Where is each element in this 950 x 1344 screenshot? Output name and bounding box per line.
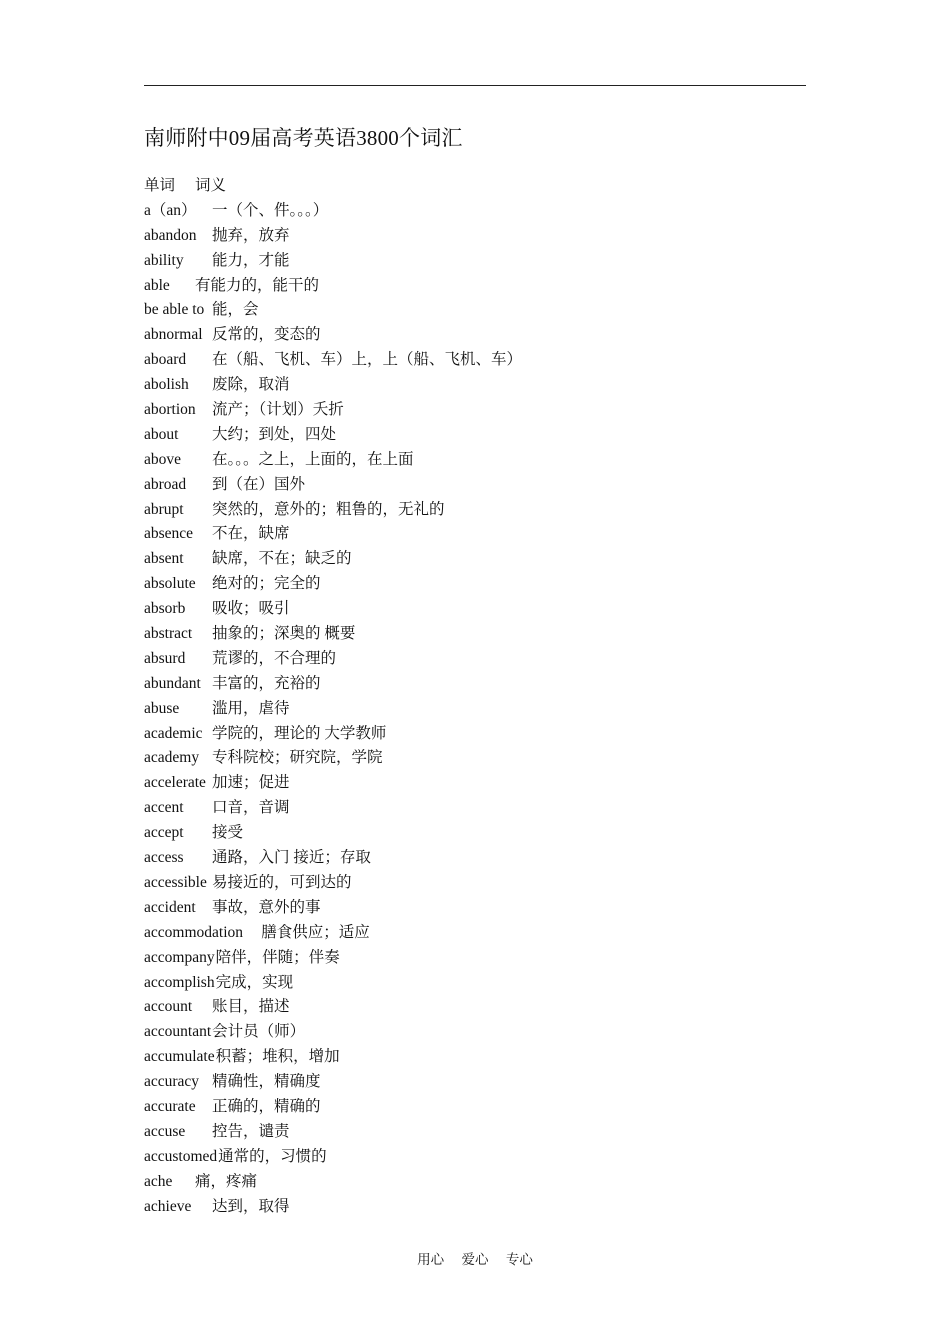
list-item xyxy=(144,597,290,622)
list-item xyxy=(144,896,321,921)
entry-meaning: 吸收；吸引 xyxy=(212,600,290,618)
page-title: 南师附中09届高考英语3800个词汇 xyxy=(144,126,463,150)
entry-meaning: 精确性，精确度 xyxy=(212,1073,321,1091)
entry-word: ability xyxy=(144,251,184,269)
list-item xyxy=(144,746,383,771)
entry-word: accumulate xyxy=(144,1048,215,1066)
entry-meaning: 正确的，精确的 xyxy=(212,1097,321,1115)
entry-word: abundant xyxy=(144,674,201,692)
entry-meaning: 能，会 xyxy=(212,301,259,319)
entry-meaning: 接受 xyxy=(212,824,244,842)
list-item xyxy=(144,946,340,971)
list-item xyxy=(144,348,523,373)
list-item xyxy=(144,323,321,348)
list-item xyxy=(144,697,290,722)
entry-meaning: 学院的，理论的 大学教师 xyxy=(212,724,387,742)
entry-word: ache xyxy=(144,1172,173,1190)
entry-meaning: 反常的，变态的 xyxy=(212,326,321,344)
entry-meaning: 丰富的，充裕的 xyxy=(212,674,321,692)
list-item xyxy=(144,373,290,398)
column-header-meaning: 词义 xyxy=(195,177,227,194)
entry-word: about xyxy=(144,425,179,443)
list-item xyxy=(144,722,387,747)
entry-meaning: 有能力的，能干的 xyxy=(195,276,320,294)
list-item xyxy=(144,971,294,996)
entry-word: absence xyxy=(144,525,194,543)
entry-meaning: 陪伴，伴随；伴奏 xyxy=(215,948,340,966)
list-item xyxy=(144,995,290,1020)
entry-meaning: 缺席，不在；缺乏的 xyxy=(212,550,352,568)
entry-meaning: 口音，音调 xyxy=(212,799,290,817)
entry-meaning: 能力，才能 xyxy=(212,251,290,269)
entry-word: abrupt xyxy=(144,500,184,518)
column-header-word: 单词 xyxy=(144,177,176,194)
entry-meaning: 在（船、飞机、车）上，上（船、飞机、车） xyxy=(212,351,523,369)
list-item xyxy=(144,921,370,946)
entry-word: absolute xyxy=(144,575,196,593)
entry-word: able xyxy=(144,276,170,294)
entry-word: absurd xyxy=(144,649,186,667)
header-rule xyxy=(144,85,806,86)
list-item xyxy=(144,647,337,672)
entry-meaning: 膳食供应；适应 xyxy=(261,923,370,941)
list-item xyxy=(144,1070,321,1095)
entry-word: above xyxy=(144,450,182,468)
page-footer xyxy=(0,1248,950,1268)
entry-meaning: 控告，谴责 xyxy=(212,1122,290,1140)
entry-word: absent xyxy=(144,550,184,568)
list-item xyxy=(144,572,321,597)
list-item xyxy=(144,672,321,697)
entry-meaning: 抛弃，放弃 xyxy=(212,226,290,244)
entry-word: accuse xyxy=(144,1122,186,1140)
entry-meaning: 完成，实现 xyxy=(215,973,294,991)
entry-meaning: 废除，取消 xyxy=(212,376,290,394)
entry-word: accent xyxy=(144,799,184,817)
entry-word: academic xyxy=(144,724,203,742)
list-item xyxy=(144,771,290,796)
list-item xyxy=(144,1045,340,1070)
entry-meaning: 在。。。之上，上面的，在上面 xyxy=(212,450,414,468)
list-item xyxy=(144,622,356,647)
entry-meaning: 会计员（师） xyxy=(212,1023,306,1041)
entry-meaning: 账目，描述 xyxy=(212,998,290,1016)
entry-meaning: 积蓄；堆积，增加 xyxy=(215,1048,340,1066)
footer-motto-2: 爱心 xyxy=(461,1252,489,1267)
entry-meaning: 易接近的，可到达的 xyxy=(212,873,352,891)
entry-meaning: 专科院校；研究院，学院 xyxy=(212,749,383,767)
entry-meaning: 通常的，习惯的 xyxy=(218,1147,327,1165)
entry-word: abandon xyxy=(144,226,197,244)
entry-meaning: 达到，取得 xyxy=(212,1197,290,1215)
entry-meaning: 到（在）国外 xyxy=(212,475,306,493)
list-item xyxy=(144,1170,258,1195)
footer-motto-1: 用心 xyxy=(417,1252,445,1267)
entry-word: accuracy xyxy=(144,1073,200,1091)
list-item xyxy=(144,473,306,498)
entry-word: access xyxy=(144,849,184,867)
entry-meaning: 事故，意外的事 xyxy=(212,898,321,916)
entry-word: achieve xyxy=(144,1197,192,1215)
list-item xyxy=(144,199,329,224)
entry-word: accountant xyxy=(144,1023,212,1041)
entry-meaning: 痛，疼痛 xyxy=(195,1172,258,1190)
list-item xyxy=(144,448,414,473)
list-item xyxy=(144,1095,321,1120)
entry-word: accomplish xyxy=(144,973,215,991)
entry-word: aboard xyxy=(144,351,187,369)
entry-word: abortion xyxy=(144,401,196,419)
entry-word: abolish xyxy=(144,376,189,394)
entry-meaning: 绝对的；完全的 xyxy=(212,575,321,593)
entry-word: accommodation xyxy=(144,923,243,941)
list-item xyxy=(144,547,352,572)
entry-meaning: 抽象的；深奥的 概要 xyxy=(212,625,356,643)
list-item xyxy=(144,423,337,448)
list-item xyxy=(144,871,352,896)
entry-meaning: 荒谬的，不合理的 xyxy=(212,649,337,667)
entry-word: account xyxy=(144,998,193,1016)
list-item xyxy=(144,1020,306,1045)
entry-word: be able to xyxy=(144,301,205,319)
list-header-row xyxy=(144,174,243,199)
list-item xyxy=(144,498,445,523)
entry-word: accompany xyxy=(144,948,215,966)
list-item xyxy=(144,821,243,846)
entry-word: accelerate xyxy=(144,774,206,792)
entry-word: a（an） xyxy=(144,201,197,219)
list-item xyxy=(144,1120,290,1145)
list-item xyxy=(144,249,290,274)
entry-word: abnormal xyxy=(144,326,203,344)
list-item xyxy=(144,846,371,871)
list-item xyxy=(144,522,290,547)
entry-word: accident xyxy=(144,898,196,916)
entry-word: abroad xyxy=(144,475,187,493)
list-item xyxy=(144,1145,327,1170)
entry-word: accessible xyxy=(144,873,207,891)
list-item xyxy=(144,274,320,299)
entry-word: accurate xyxy=(144,1097,196,1115)
entry-meaning: 不在，缺席 xyxy=(212,525,290,543)
vocabulary-list xyxy=(144,174,523,1219)
entry-word: academy xyxy=(144,749,200,767)
entry-word: abstract xyxy=(144,625,193,643)
list-item xyxy=(144,796,290,821)
entry-word: abuse xyxy=(144,699,180,717)
entry-word: absorb xyxy=(144,600,186,618)
entry-meaning: 滥用，虐待 xyxy=(212,699,290,717)
list-item xyxy=(144,398,344,423)
list-item xyxy=(144,298,259,323)
entry-meaning: 流产；（计划）夭折 xyxy=(212,401,344,419)
entry-meaning: 一（个、件。。。） xyxy=(212,201,329,219)
entry-word: accept xyxy=(144,824,184,842)
entry-meaning: 通路，入门 接近；存取 xyxy=(212,849,371,867)
entry-meaning: 大约；到处，四处 xyxy=(212,425,337,443)
entry-word: accustomed xyxy=(144,1147,218,1165)
entry-meaning: 突然的，意外的；粗鲁的，无礼的 xyxy=(212,500,445,518)
entry-meaning: 加速；促进 xyxy=(212,774,290,792)
list-item xyxy=(144,224,290,249)
footer-motto-3: 专心 xyxy=(505,1252,533,1267)
list-item xyxy=(144,1195,290,1220)
